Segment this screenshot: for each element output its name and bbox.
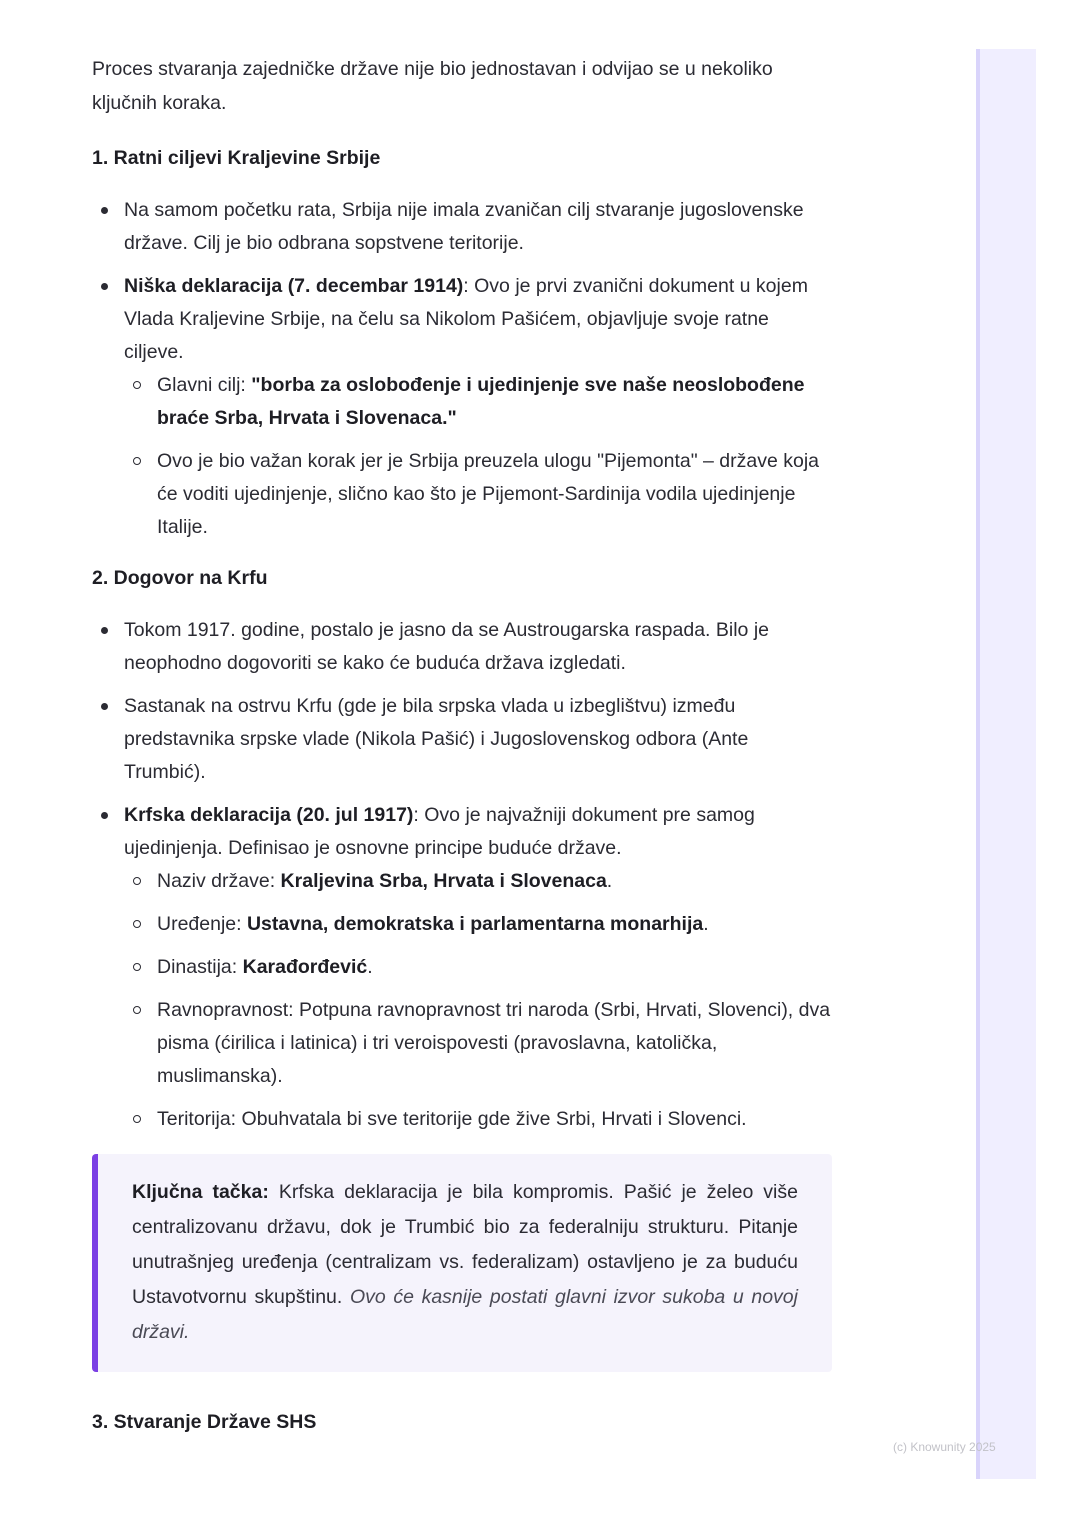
section-2-list — [92, 614, 832, 1136]
sub-item-label: Glavni cilj: — [157, 374, 252, 396]
list-item-text: Sastanak na ostrvu Krfu (gde je bila srpska vlada u izbeglištvu) između predstavnika srpske vlade (Nikola Pašić) i Jugoslovenskog odbora (Ante Trumbić). — [124, 695, 749, 783]
list-item-text: : Ovo je najvažniji dokument pre samog ujedinjenja. Definisao je osnovne principe buduće države. — [124, 804, 755, 859]
list-item-text: Tokom 1917. godine, postalo je jasno da se Austrougarska raspada. Bilo je neophodno dogovoriti se kako će buduća država izgledati. — [124, 619, 769, 674]
sub-list-item — [124, 1103, 832, 1136]
list-item — [92, 614, 832, 680]
sub-item-label: Naziv države: — [157, 870, 281, 892]
main-goal-quote: "borba za oslobođenje i ujedinjenje sve naše neoslobođene braće Srba, Hrvata i Slovenaca." — [157, 374, 805, 429]
sub-item-text: Ovo je bio važan korak jer je Srbija preuzela ulogu "Pijemonta" – države koja će voditi ujedinjenje, slično kao što je Pijemont-Sardinija vodila ujedinjenje Italije. — [157, 450, 820, 538]
callout-italic-text: Ovo će kasnije postati glavni izvor sukoba u novoj državi. — [132, 1286, 798, 1343]
side-panel — [976, 49, 1036, 1479]
section-3-heading: 3. Stvaranje Države SHS — [92, 1411, 317, 1433]
period: . — [367, 956, 373, 978]
government-value: Ustavna, demokratska i parlamentarna monarhija — [246, 913, 704, 935]
sub-item-label: Dinastija: — [157, 956, 243, 978]
sub-list-item — [124, 369, 832, 435]
intro-paragraph: Proces stvaranja zajedničke države nije bio jednostavan i odvijao se u nekoliko ključnih koraka. — [92, 58, 773, 114]
copyright-watermark: (c) Knowunity 2025 — [893, 1440, 996, 1454]
section-1-heading: 1. Ratni ciljevi Kraljevine Srbije — [92, 147, 381, 169]
period: . — [703, 913, 709, 935]
list-item — [92, 690, 832, 789]
list-item — [92, 270, 832, 544]
dynasty-value: Karađorđević — [242, 956, 368, 978]
callout-label: Ključna tačka: — [132, 1181, 269, 1203]
sub-list-item — [124, 951, 832, 984]
sub-item-label: Uređenje: — [157, 913, 247, 935]
sub-list-item — [124, 865, 832, 898]
list-item-text: Na samom početku rata, Srbija nije imala zvaničan cilj stvaranje jugoslovenske države. Cilj je bio odbrana sopstvene teritorije. — [124, 199, 804, 254]
list-item-text: : Ovo je prvi zvanični dokument u kojem Vlada Kraljevine Srbije, na čelu sa Nikolom Pašićem, objavljuje svoje ratne ciljeve. — [124, 275, 808, 363]
list-item — [92, 194, 832, 260]
key-point-callout — [92, 1154, 832, 1372]
sub-list-item — [124, 445, 832, 544]
sub-list — [124, 865, 832, 1136]
sub-item-text: Ravnopravnost: Potpuna ravnopravnost tri naroda (Srbi, Hrvati, Slovenci), dva pisma (ćirilica i latinica) i tri veroispovesti (pravoslavna, katolička, muslimanska). — [157, 999, 831, 1087]
document-body — [92, 52, 832, 1458]
sub-list — [124, 369, 832, 544]
period: . — [606, 870, 613, 892]
sub-list-item — [124, 994, 832, 1093]
corfu-declaration-term: Krfska deklaracija (20. jul 1917) — [124, 804, 414, 826]
callout-text: Krfska deklaracija je bila kompromis. Pašić je želeo više centralizovanu državu, dok je Trumbić bio za federalniju strukturu. Pitanje unutrašnjeg uređenja (centralizam vs. federalizam) ostavljeno je za buduću Ustavotvornu skupštinu. — [132, 1181, 798, 1308]
section-2-heading: 2. Dogovor na Krfu — [92, 567, 268, 589]
sub-list-item — [124, 908, 832, 941]
nis-declaration-term: Niška deklaracija (7. decembar 1914) — [124, 275, 464, 297]
sub-item-text: Teritorija: Obuhvatala bi sve teritorije gde žive Srbi, Hrvati i Slovenci. — [157, 1108, 747, 1130]
section-1-list — [92, 194, 832, 544]
list-item — [92, 799, 832, 1136]
state-name-value: Kraljevina Srba, Hrvata i Slovenaca — [280, 870, 607, 892]
